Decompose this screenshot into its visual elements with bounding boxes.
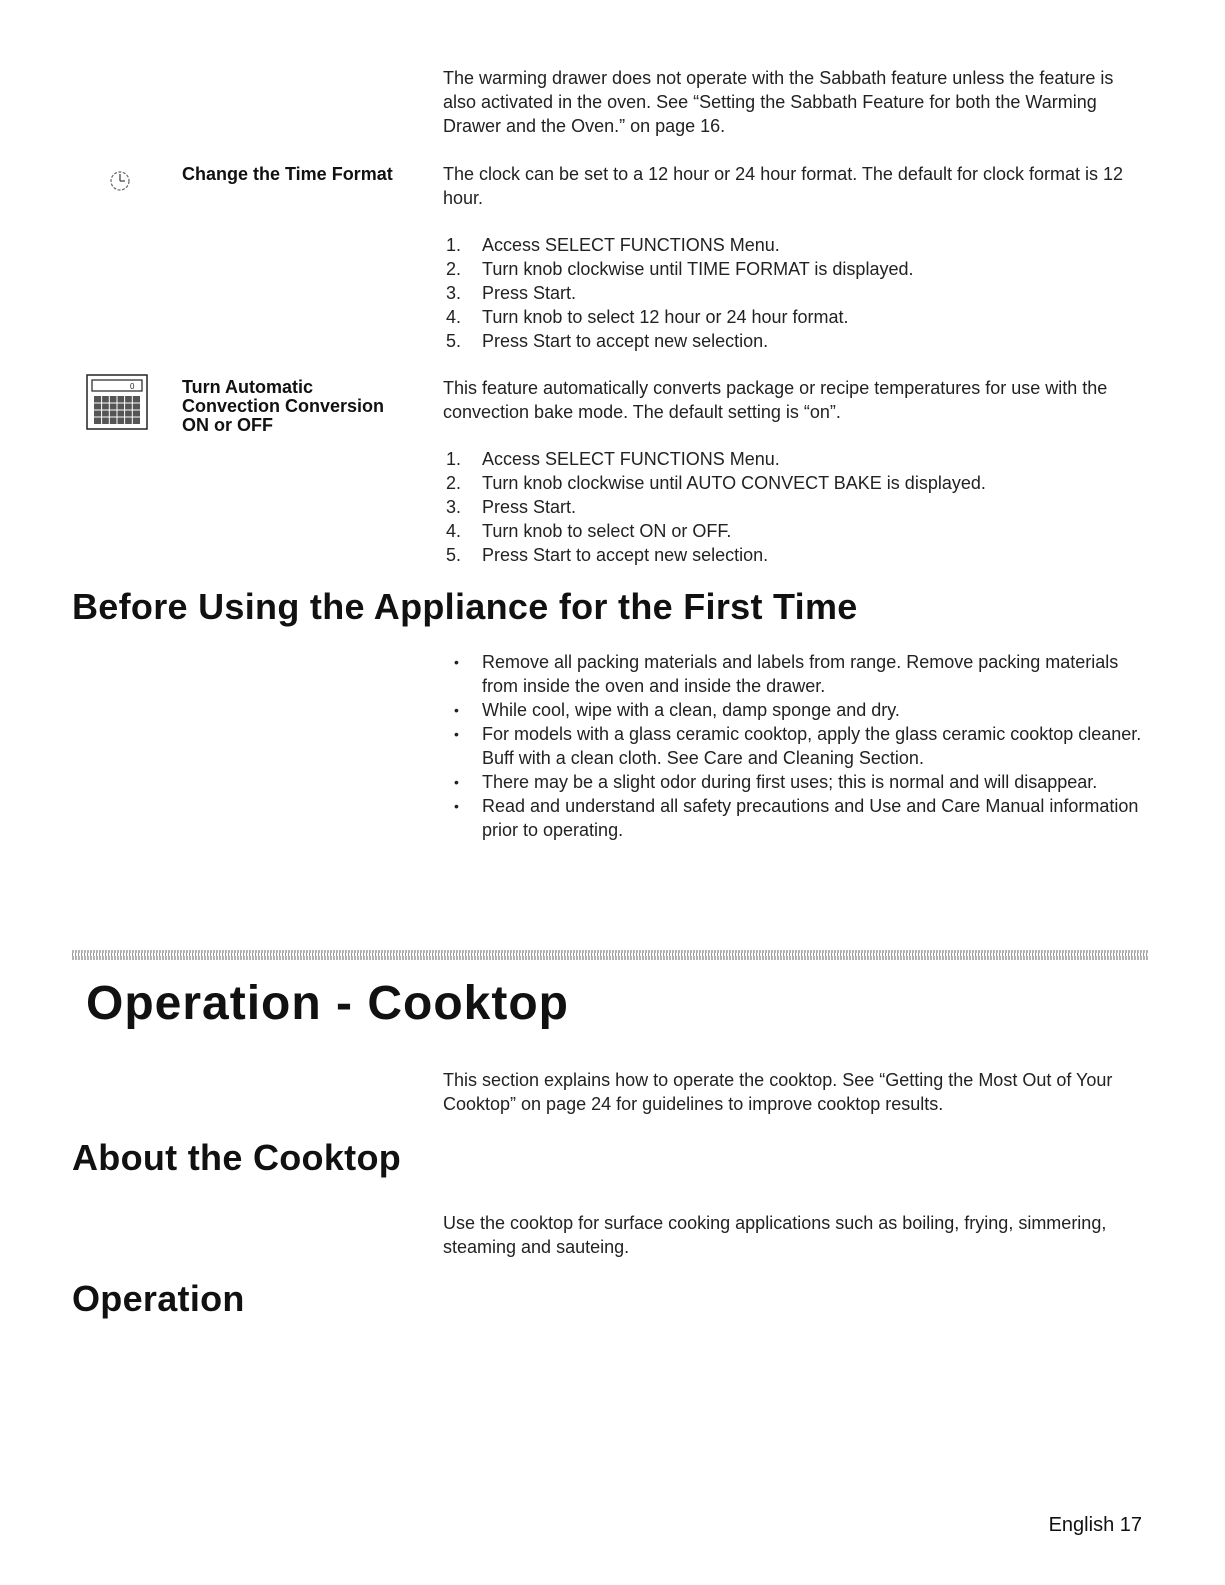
time-format-heading: Change the Time Format bbox=[182, 164, 393, 184]
list-item: • Read and understand all safety precautions and Use and Care Manual information prior to operating. bbox=[446, 794, 1146, 842]
list-item: 2. Turn knob clockwise until TIME FORMAT is displayed. bbox=[446, 259, 914, 279]
list-item: 4. Turn knob to select ON or OFF. bbox=[446, 521, 732, 541]
svg-text:0: 0 bbox=[130, 382, 135, 391]
list-item: 5. Press Start to accept new selection. bbox=[446, 331, 769, 351]
convection-description: This feature automatically converts package or recipe temperatures for use with the convection bake mode. The default setting is “on”. bbox=[443, 378, 1108, 422]
list-item: • There may be a slight odor during first uses; this is normal and will disappear. bbox=[446, 770, 1146, 794]
page-number: English 17 bbox=[1048, 1514, 1142, 1536]
convection-steps bbox=[446, 447, 1146, 567]
operation-cooktop-intro: This section explains how to operate the cooktop. See “Getting the Most Out of Your Cooktop” on page 24 for guidelines to improve cooktop results. bbox=[443, 1070, 1113, 1114]
list-item: 3. Press Start. bbox=[446, 283, 577, 303]
list-item: 4. Turn knob to select 12 hour or 24 hour format. bbox=[446, 307, 849, 327]
about-cooktop-heading: About the Cooktop bbox=[72, 1137, 402, 1178]
time-format-steps bbox=[446, 233, 1146, 353]
list-item: 3. Press Start. bbox=[446, 497, 577, 517]
clock-icon bbox=[106, 167, 134, 195]
list-item: 5. Press Start to accept new selection. bbox=[446, 545, 769, 565]
operation-cooktop-heading: Operation - Cooktop bbox=[86, 977, 569, 1030]
about-cooktop-text: Use the cooktop for surface cooking applications such as boiling, frying, simmering, steaming and sauteing. bbox=[443, 1213, 1107, 1257]
intro-paragraph: The warming drawer does not operate with the Sabbath feature unless the feature is also activated in the oven. See “Setting the Sabbath Feature for both the Warming Drawer and the Oven.” on page 16. bbox=[443, 68, 1114, 136]
list-item: 2. Turn knob clockwise until AUTO CONVECT BAKE is displayed. bbox=[446, 473, 986, 493]
operation-heading: Operation bbox=[72, 1278, 245, 1319]
list-item: 1. Access SELECT FUNCTIONS Menu. bbox=[446, 235, 780, 255]
control-panel-icon bbox=[86, 374, 148, 430]
list-item: 1. Access SELECT FUNCTIONS Menu. bbox=[446, 449, 780, 469]
convection-heading: Turn Automatic Convection Conversion ON or OFF bbox=[182, 377, 385, 435]
list-item: • Remove all packing materials and labels from range. Remove packing materials from inside the oven and inside the drawer. bbox=[446, 650, 1146, 698]
before-using-heading: Before Using the Appliance for the First Time bbox=[72, 586, 858, 627]
section-divider bbox=[72, 950, 1148, 960]
list-item: • While cool, wipe with a clean, damp sponge and dry. bbox=[446, 698, 1146, 722]
list-item: • For models with a glass ceramic cooktop, apply the glass ceramic cooktop cleaner. Buff with a clean cloth. See Care and Cleaning Section. bbox=[446, 722, 1146, 770]
time-format-description: The clock can be set to a 12 hour or 24 hour format. The default for clock format is 12 hour. bbox=[443, 164, 1124, 208]
before-using-list bbox=[446, 650, 1146, 842]
